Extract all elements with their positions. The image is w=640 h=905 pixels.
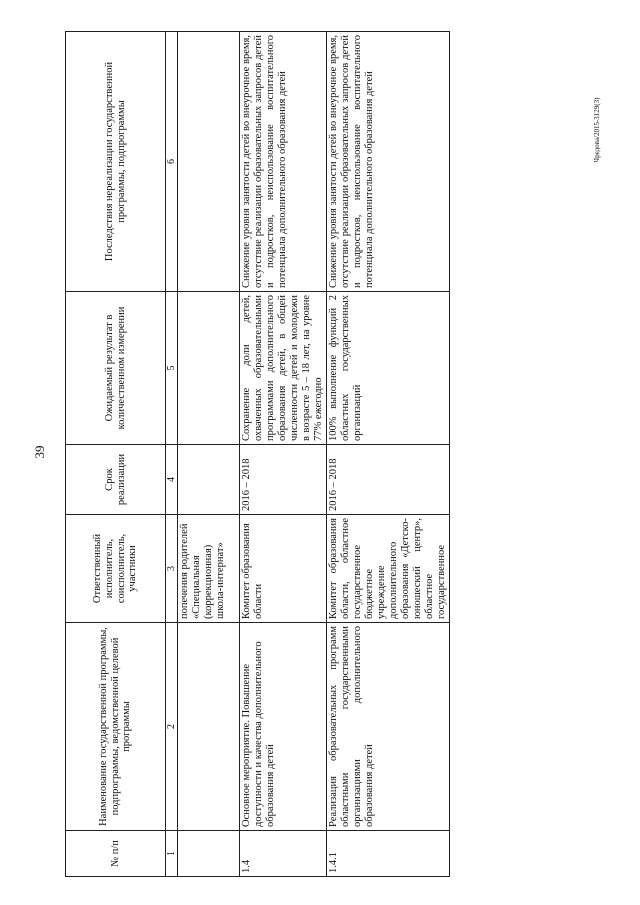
col-number: 1 xyxy=(166,831,178,877)
cell-executor: Комитет образования области, областное государственное бюджетное учреждение дополнительного образования «Детско-юношеский центр», областное государственное xyxy=(327,515,450,623)
col-number: 5 xyxy=(166,292,178,445)
column-numbers-row xyxy=(166,32,178,877)
col-number: 3 xyxy=(166,515,178,623)
header-term: Срок реализации xyxy=(66,445,166,515)
cell-term: 2016 – 2018 xyxy=(240,445,327,515)
header-result: Ожидаемый результат в количественном измерении xyxy=(66,292,166,445)
cell-consequence: Снижение уровня занятости детей во внеурочное время, отсутствие реализации образовательных запросов детей и подростков, неиспользование воспитательного потенциала дополнительного образования детей xyxy=(240,32,327,292)
cell-num: 1.4 xyxy=(240,831,327,877)
cell-num: 1.4.1 xyxy=(327,831,450,877)
cell-result: Сохранение доли детей, охваченных образовательными программами дополнительного образования детей, в общей численности детей и молодежи в возрасте 5 – 18 лет, на уровне 77% ежегодно xyxy=(240,292,327,445)
header-name: Наименование государственной программы, подпрограммы, ведомственной целевой программы xyxy=(66,623,166,831)
document-code: Чредова/2015-3129(3) xyxy=(593,97,601,163)
col-number: 2 xyxy=(166,623,178,831)
cell-executor: попечения родителей «Специальная (коррекционная) школа-интернат» xyxy=(178,515,240,623)
cell-executor: Комитет образования области xyxy=(240,515,327,623)
header-row xyxy=(66,32,166,877)
table-row xyxy=(240,32,327,877)
cell-name: Основное мероприятие. Повышение доступности и качества дополнительного образования детей xyxy=(240,623,327,831)
cell-name: Реализация образовательных программ областными государственными организациями дополнительного образования детей xyxy=(327,623,450,831)
col-number: 6 xyxy=(166,32,178,292)
table-row xyxy=(327,32,450,877)
header-consequence: Последствия нереализации государственной программы, подпрограммы xyxy=(66,32,166,292)
table-row xyxy=(178,32,240,877)
cell-consequence: Снижение уровня занятости детей во внеурочное время, отсутствие реализации образовательных запросов детей и подростков, неиспользование воспитательного потенциала дополнительного образования детей xyxy=(327,32,450,292)
program-table xyxy=(65,31,450,877)
cell-term: 2016 – 2018 xyxy=(327,445,450,515)
rotated-table-wrapper xyxy=(65,32,447,877)
col-number: 4 xyxy=(166,445,178,515)
header-executor: Ответственный исполнитель, соисполнитель, участники xyxy=(66,515,166,623)
cell-result: 100% выполнение функций 2 областных государственных организаций xyxy=(327,292,450,445)
header-num: № п/п xyxy=(66,831,166,877)
page-number: 39 xyxy=(32,445,47,459)
